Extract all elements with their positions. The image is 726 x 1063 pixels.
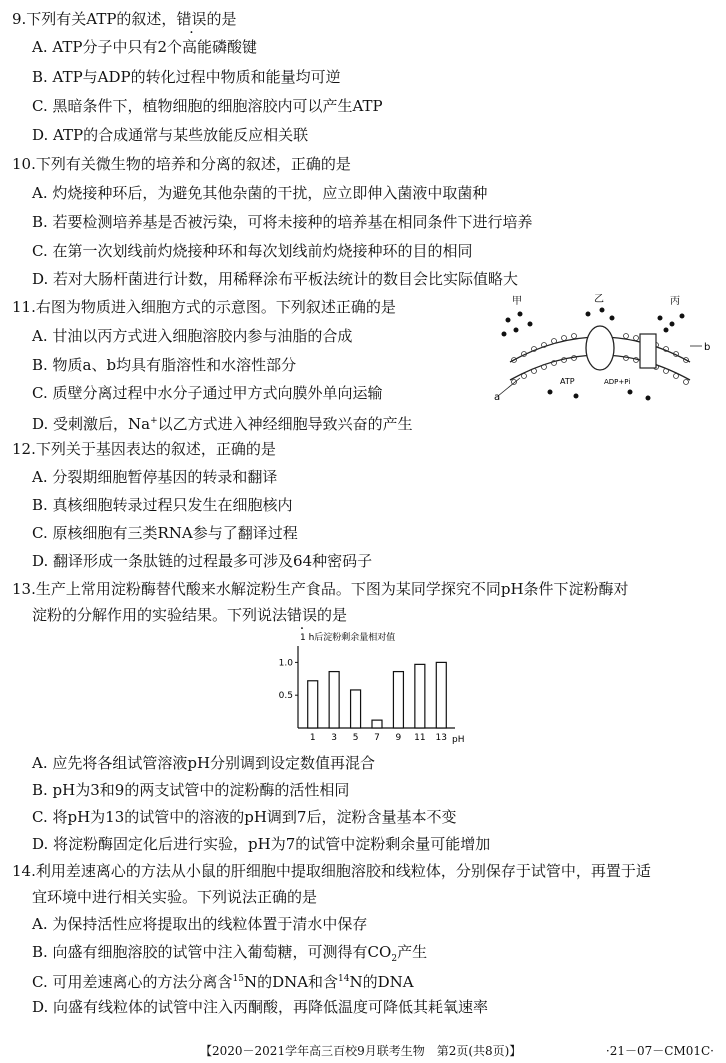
- q11-option-a: A. 甘油以丙方式进入细胞溶胶内参与油脂的合成: [32, 327, 353, 345]
- footer-exam-info: 【2020－2021学年高三百校9月联考生物 第2页(共8页)】: [200, 1044, 522, 1058]
- y-tick-label: 1.0: [278, 658, 293, 669]
- q11-option-c: C. 质壁分离过程中水分子通过甲方式向膜外单向运输: [32, 384, 383, 402]
- q11-stem: 11.右图为物质进入细胞方式的示意图。下列叙述正确的是: [12, 298, 396, 316]
- q13-option-a: A. 应先将各组试管溶液pH分别调到设定数值再混合: [32, 754, 376, 772]
- x-tick-label: 3: [331, 733, 338, 743]
- ph-starch-bar-chart: [270, 628, 470, 746]
- q11-option-d: D. 受刺激后，Na+以乙方式进入神经细胞导致兴奋的产生: [32, 415, 413, 433]
- chart-x-axis-label: pH: [452, 735, 465, 745]
- q14-stem-line2: 宜环境中进行相关实验。下列说法正确的是: [32, 888, 318, 906]
- x-tick-label: 5: [352, 733, 359, 743]
- q13-stem-line2: 淀粉的分解作用的实验结果。下列说法错误的是: [32, 606, 348, 624]
- q14-option-d: D. 向盛有线粒体的试管中注入丙酮酸，再降低温度可降低其耗氧速率: [32, 998, 489, 1016]
- x-tick-label: 13: [435, 733, 448, 743]
- diagram-label-adp: ADP+Pi: [604, 378, 631, 386]
- q10-stem: 10.下列有关微生物的培养和分离的叙述，正确的是: [12, 155, 351, 173]
- q11-option-b: B. 物质a、b均具有脂溶性和水溶性部分: [32, 356, 297, 374]
- q12-stem: 12.下列关于基因表达的叙述，正确的是: [12, 440, 276, 458]
- q10-option-b: B. 若要检测培养基是否被污染，可将未接种的培养基在相同条件下进行培养: [32, 213, 533, 231]
- q13-stem-line1: 13.生产上常用淀粉酶替代酸来水解淀粉生产食品。下图为某同学探究不同pH条件下淀粉酶对: [12, 580, 629, 598]
- q13-option-d: D. 将淀粉酶固定化后进行实验，pH为7的试管中淀粉剩余量可能增加: [32, 835, 491, 853]
- diagram-label-bing: 丙: [670, 296, 680, 307]
- q12-option-b: B. 真核细胞转录过程只发生在细胞核内: [32, 496, 293, 514]
- q14-option-b: B. 向盛有细胞溶胶的试管中注入葡萄糖，可测得有$CO_2$产生: [32, 943, 428, 964]
- q9-option-d: D. ATP的合成通常与某些放能反应相关联: [32, 126, 309, 144]
- q10-option-d: D. 若对大肠杆菌进行计数，用稀释涂布平板法统计的数目会比实际值略大: [32, 270, 519, 288]
- footer-code: ·21－07－CM01C·: [605, 1044, 714, 1058]
- bar-ph-3: [329, 672, 339, 728]
- q10-option-c: C. 在第一次划线前灼烧接种环和每次划线前灼烧接种环的目的相同: [32, 242, 473, 260]
- q14-option-c: C. 可用差速离心的方法分离含$^{15}$N的DNA和含$^{14}$N的DNA: [32, 973, 414, 991]
- bar-ph-13: [436, 662, 446, 728]
- q10-option-a: A. 灼烧接种环后，为避免其他杂菌的干扰，应立即伸入菌液中取菌种: [32, 184, 488, 202]
- q14-option-a: A. 为保持活性应将提取出的线粒体置于清水中保存: [32, 915, 368, 933]
- y-tick-label: 0.5: [278, 691, 293, 702]
- bar-ph-7: [372, 720, 382, 728]
- bar-ph-11: [415, 664, 425, 728]
- membrane-transport-diagram: [490, 292, 715, 407]
- page-footer: [0, 1040, 726, 1062]
- x-tick-label: 1: [309, 733, 316, 743]
- bar-ph-5: [351, 690, 361, 728]
- q9-option-b: B. ATP与ADP的转化过程中物质和能量均可逆: [32, 68, 341, 86]
- q12-option-a: A. 分裂期细胞暂停基因的转录和翻译: [32, 468, 278, 486]
- x-tick-label: 11: [414, 733, 426, 743]
- q12-option-c: C. 原核细胞有三类RNA参与了翻译过程: [32, 524, 298, 542]
- bar-ph-9: [393, 672, 403, 728]
- bar-ph-1: [308, 681, 318, 728]
- chart-title: 1 h后淀粉剩余量相对值: [300, 633, 396, 643]
- q13-option-c: C. 将pH为13的试管中的溶液的pH调到7后，淀粉含量基本不变: [32, 808, 457, 826]
- diagram-label-jia: 甲: [512, 296, 522, 307]
- x-tick-label: 7: [374, 733, 380, 743]
- diagram-label-b: b: [704, 342, 711, 353]
- q9-option-c: C. 黑暗条件下，植物细胞的细胞溶胶内可以产生ATP: [32, 97, 383, 115]
- diagram-label-atp: ATP: [560, 377, 575, 386]
- x-tick-label: 9: [395, 733, 402, 743]
- diagram-label-a: a: [494, 392, 501, 403]
- q9-option-a: A. ATP分子中只有2个高能磷酸键: [32, 38, 258, 56]
- q9-stem: 9.下列有关ATP的叙述，错误的是: [12, 10, 237, 28]
- q13-option-b: B. pH为3和9的两支试管中的淀粉酶的活性相同: [32, 781, 350, 799]
- diagram-label-yi: 乙: [594, 294, 604, 305]
- q12-option-d: D. 翻译形成一条肽链的过程最多可涉及64种密码子: [32, 552, 373, 570]
- q14-stem-line1: 14.利用差速离心的方法从小鼠的肝细胞中提取细胞溶胶和线粒体，分别保存于试管中，再置于适: [12, 862, 651, 880]
